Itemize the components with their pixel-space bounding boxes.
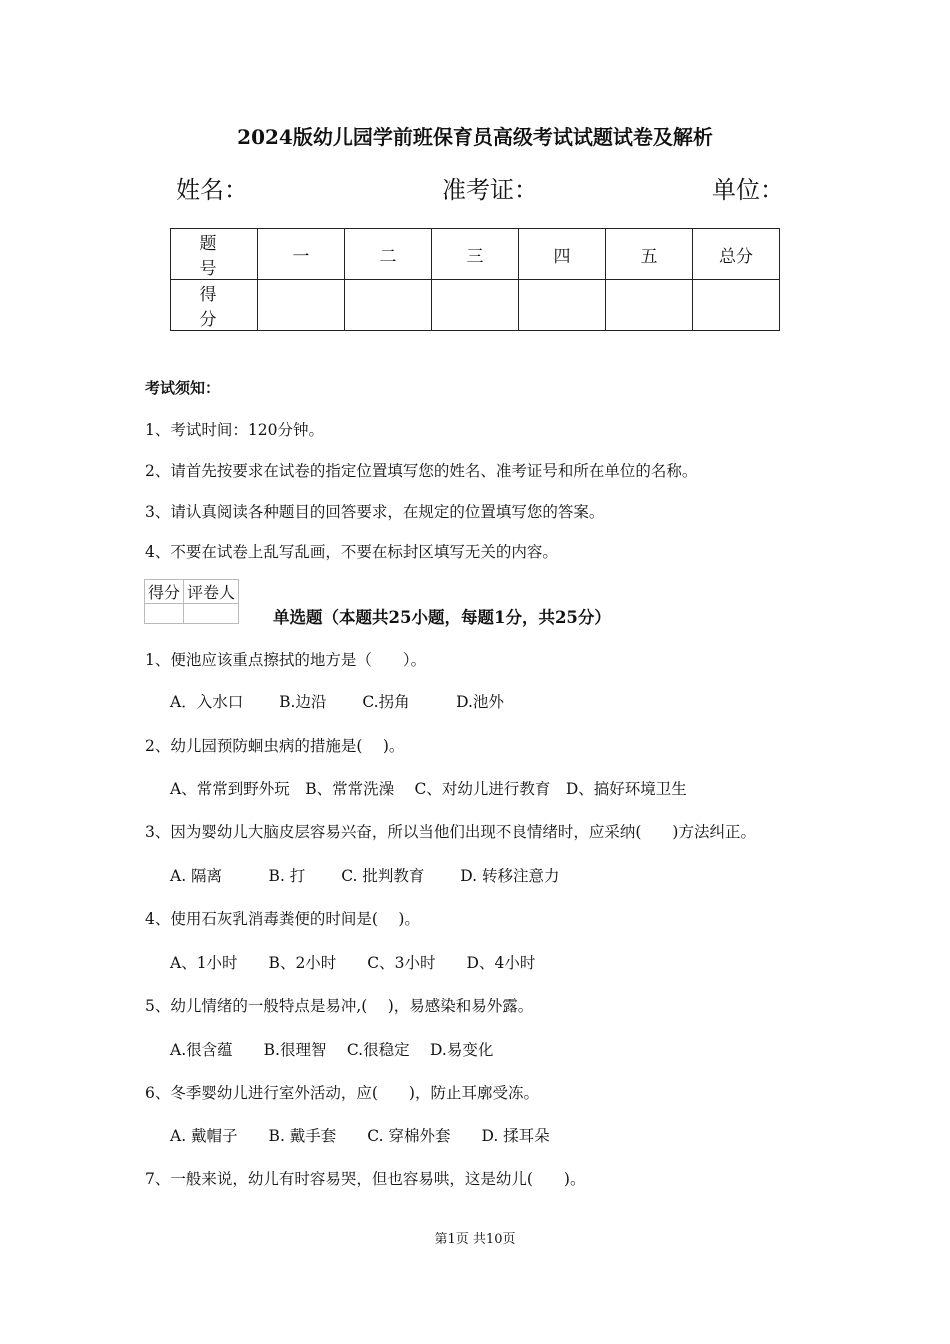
score-cell[interactable] bbox=[606, 280, 693, 331]
question-text: 7、一般来说，幼儿有时容易哭，但也容易哄，这是幼儿( )。 bbox=[145, 1170, 586, 1188]
score-row-label: 得 分 bbox=[171, 280, 258, 331]
question-text: 4、使用石灰乳消毒粪便的时间是( )。 bbox=[145, 910, 420, 928]
score-cell[interactable] bbox=[693, 280, 780, 331]
question-options: A、常常到野外玩 B、常常洗澡 C、对幼儿进行教育 D、搞好环境卫生 bbox=[170, 780, 687, 798]
grader-name-cell[interactable] bbox=[184, 604, 239, 624]
notice-item: 1、考试时间：120分钟。 bbox=[145, 421, 324, 439]
grader-score-label: 得分 bbox=[145, 580, 184, 604]
question-text: 5、幼儿情绪的一般特点是易冲,( )，易感染和易外露。 bbox=[145, 997, 534, 1015]
page-title: 2024版幼儿园学前班保育员高级考试试题试卷及解析 bbox=[237, 125, 713, 149]
grader-name-label: 评卷人 bbox=[184, 580, 239, 604]
score-header-cell: 一 bbox=[258, 229, 345, 280]
score-header-cell: 五 bbox=[606, 229, 693, 280]
question-text: 1、便池应该重点擦拭的地方是（ ）。 bbox=[145, 651, 427, 669]
page-footer: 第1页 共10页 bbox=[434, 1232, 516, 1247]
question-text: 6、冬季婴幼儿进行室外活动，应( )，防止耳廓受冻。 bbox=[145, 1084, 539, 1102]
notice-item: 3、请认真阅读各种题目的回答要求，在规定的位置填写您的答案。 bbox=[145, 503, 605, 521]
score-table bbox=[170, 228, 780, 331]
notice-item: 2、请首先按要求在试卷的指定位置填写您的姓名、准考证号和所在单位的名称。 bbox=[145, 462, 698, 480]
question-options: A、1小时 B、2小时 C、3小时 D、4小时 bbox=[170, 954, 536, 972]
score-cell[interactable] bbox=[519, 280, 606, 331]
score-table-score-row bbox=[171, 280, 780, 331]
score-header-cell: 题 号 bbox=[171, 229, 258, 280]
score-cell[interactable] bbox=[345, 280, 432, 331]
score-header-cell: 三 bbox=[432, 229, 519, 280]
grader-score-cell[interactable] bbox=[145, 604, 184, 624]
score-header-cell: 总分 bbox=[693, 229, 780, 280]
section-title: 单选题（本题共25小题，每题1分，共25分） bbox=[273, 608, 611, 627]
score-header-cell: 四 bbox=[519, 229, 606, 280]
question-text: 3、因为婴幼儿大脑皮层容易兴奋，所以当他们出现不良情绪时，应采纳( )方法纠正。 bbox=[145, 823, 756, 841]
notice-title: 考试须知： bbox=[145, 379, 221, 397]
question-options: A. 隔离 B. 打 C. 批判教育 D. 转移注意力 bbox=[170, 867, 560, 885]
unit-label: 单位： bbox=[712, 176, 784, 204]
score-cell[interactable] bbox=[258, 280, 345, 331]
exam-id-label: 准考证： bbox=[442, 176, 538, 204]
score-cell[interactable] bbox=[432, 280, 519, 331]
grader-table bbox=[144, 579, 239, 624]
question-text: 2、幼儿园预防蛔虫病的措施是( )。 bbox=[145, 737, 405, 755]
question-options: A.很含蕴 B.很理智 C.很稳定 D.易变化 bbox=[170, 1041, 494, 1059]
score-header-cell: 二 bbox=[345, 229, 432, 280]
name-label: 姓名： bbox=[176, 176, 248, 204]
question-options: A. 戴帽子 B. 戴手套 C. 穿棉外套 D. 揉耳朵 bbox=[170, 1127, 550, 1145]
notice-item: 4、不要在试卷上乱写乱画，不要在标封区填写无关的内容。 bbox=[145, 543, 558, 561]
question-options: A．入水口 B.边沿 C.拐角 D.池外 bbox=[170, 693, 504, 711]
score-table-header-row bbox=[171, 229, 780, 280]
